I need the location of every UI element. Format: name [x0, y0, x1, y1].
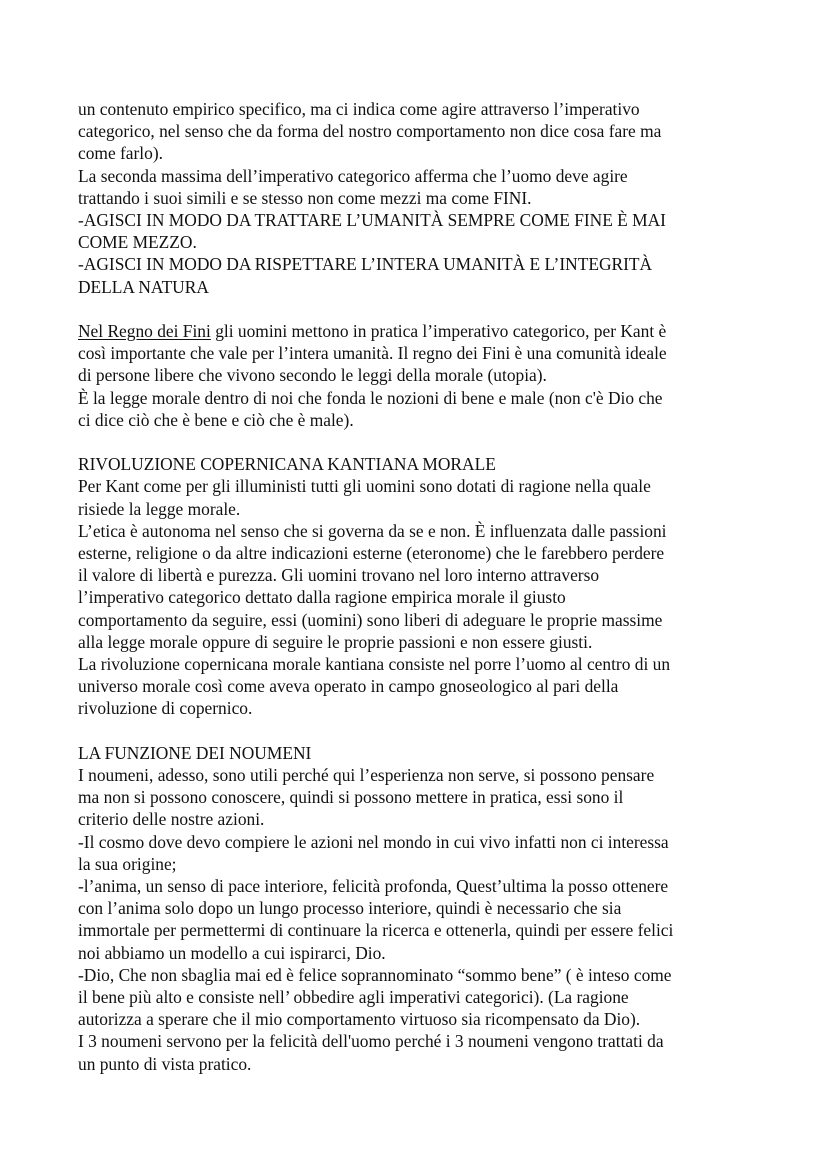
text-line: rivoluzione di copernico.: [78, 698, 253, 719]
paragraph-spacer: [78, 720, 754, 742]
section-funzione-noumeni: [78, 742, 754, 1075]
text-line: con l’anima solo dopo un lungo processo interiore, quindi è necessario che sia: [78, 898, 622, 919]
text-line: il valore di libertà e purezza. Gli uomini trovano nel loro interno attraverso: [78, 565, 600, 586]
section-heading: RIVOLUZIONE COPERNICANA KANTIANA MORALE: [78, 454, 496, 475]
text-line: È la legge morale dentro di noi che fonda le nozioni di bene e male (non c'è Dio che: [78, 387, 663, 408]
text-line: il bene più alto e consiste nell’ obbedire agli imperativi categorici). (La ragione: [78, 987, 629, 1008]
text-line: La rivoluzione copernicana morale kantiana consiste nel porre l’uomo al centro di un: [78, 654, 671, 675]
text-line: un contenuto empirico specifico, ma ci indica come agire attraverso l’imperativo: [78, 99, 640, 119]
text-line: autorizza a sperare che il mio comportamento virtuoso sia ricompensato da Dio).: [78, 1009, 641, 1030]
text-line: ci dice ciò che è bene e ciò che è male).: [78, 409, 354, 430]
text-line: -Dio, Che non sbaglia mai ed è felice soprannominato “sommo bene” ( è inteso come: [78, 964, 672, 985]
text-line: così importante che vale per l’intera umanità. Il regno dei Fini è una comunità ideale: [78, 343, 667, 364]
paragraph-regno-dei-fini: [78, 320, 754, 431]
text-line: COME MEZZO.: [78, 232, 197, 253]
section-rivoluzione-copernicana: [78, 453, 754, 719]
text-line: La seconda massima dell’imperativo categorico afferma che l’uomo deve agire: [78, 165, 628, 186]
text-line: -AGISCI IN MODO DA TRATTARE L’UMANITÀ SEMPRE COME FINE È MAI: [78, 210, 666, 231]
text-fragment: gli uomini mettono in pratica l’imperativo categorico, per Kant è: [210, 321, 667, 342]
text-line: di persone libere che vivono secondo le leggi della morale (utopia).: [78, 365, 547, 386]
text-line: L’etica è autonoma nel senso che si governa da se e non. È influenzata dalle passioni: [78, 520, 667, 541]
text-line: -Il cosmo dove devo compiere le azioni nel mondo in cui vivo infatti non ci interessa: [78, 831, 669, 852]
text-line: immortale per permettermi di continuare la ricerca e ottenerla, quindi per essere felici: [78, 920, 674, 941]
text-line: esterne, religione o da altre indicazioni esterne (eteronome) che le farebbero perdere: [78, 543, 665, 564]
text-line: Per Kant come per gli illuministi tutti gli uomini sono dotati di ragione nella quale: [78, 476, 651, 497]
text-line: universo morale così come aveva operato in campo gnoseologico al pari della: [78, 676, 619, 697]
text-line: ma non si possono conoscere, quindi si possono mettere in pratica, essi sono il: [78, 787, 624, 808]
text-line: la sua origine;: [78, 853, 177, 874]
underlined-term: Nel Regno dei Fini: [78, 321, 211, 342]
document-body: [78, 98, 754, 1075]
text-line: DELLA NATURA: [78, 276, 209, 297]
text-line: noi abbiamo un modello a cui ispirarci, Dio.: [78, 942, 386, 963]
paragraph-spacer: [78, 298, 754, 320]
text-line: trattando i suoi simili e se stesso non come mezzi ma come FINI.: [78, 187, 532, 208]
text-line: risiede la legge morale.: [78, 498, 241, 519]
text-line: I 3 noumeni servono per la felicità dell'uomo perché i 3 noumeni vengono trattati da: [78, 1031, 664, 1052]
text-line: -l’anima, un senso di pace interiore, felicità profonda, Quest’ultima la posso ottenere: [78, 876, 669, 897]
section-heading: LA FUNZIONE DEI NOUMENI: [78, 742, 312, 763]
text-line: comportamento da seguire, essi (uomini) sono liberi di adeguare le proprie massime: [78, 609, 663, 630]
text-line: un punto di vista pratico.: [78, 1053, 252, 1074]
text-line: [78, 320, 754, 342]
text-line: -AGISCI IN MODO DA RISPETTARE L’INTERA UMANITÀ E L’INTEGRITÀ: [78, 254, 653, 275]
text-line: I noumeni, adesso, sono utili perché qui l’esperienza non serve, si possono pensare: [78, 765, 655, 786]
paragraph-spacer: [78, 431, 754, 453]
text-line: come farlo).: [78, 143, 163, 164]
paragraph-imperative-form: [78, 98, 754, 298]
text-line: categorico, nel senso che da forma del nostro comportamento non dice cosa fare ma: [78, 121, 662, 142]
text-line: l’imperativo categorico dettato dalla ragione empirica morale il giusto: [78, 587, 566, 608]
text-line: criterio delle nostre azioni.: [78, 809, 265, 830]
text-line: alla legge morale oppure di seguire le proprie passioni e non essere giusti.: [78, 631, 593, 652]
